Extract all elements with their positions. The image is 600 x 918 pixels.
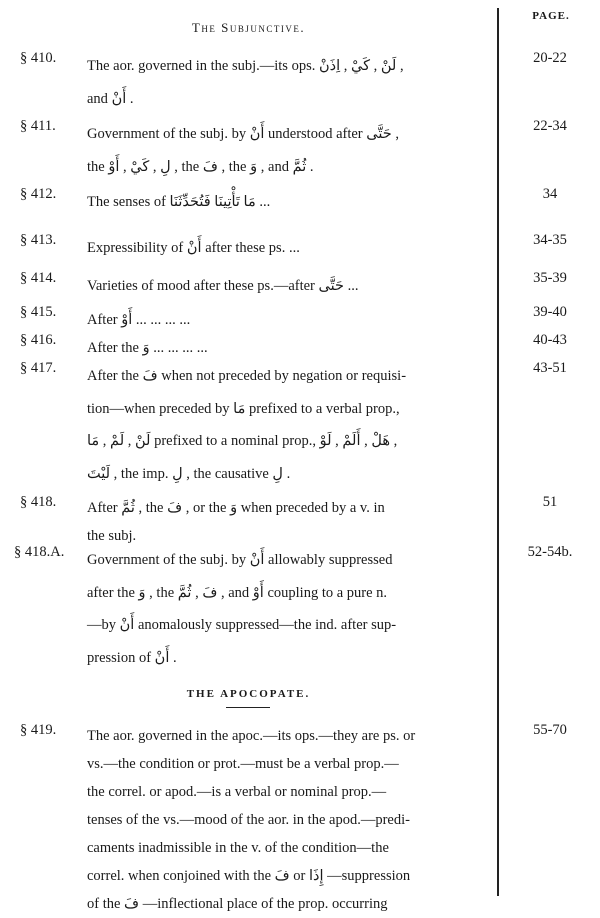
entry-text — [87, 722, 492, 918]
entry-number: § 410. — [20, 50, 57, 66]
entry-line: Government of the subj. by أَنْ allowably suppressed — [87, 552, 393, 568]
title-rule — [226, 707, 270, 708]
entry-line: and أَنْ . — [87, 90, 134, 107]
entry-line: of the فَ —inflectional place of the prop. occurring — [87, 896, 388, 912]
entry-line: the correl. or apod.—is a verbal or nominal prop.— — [87, 784, 387, 800]
entry-line: After the وَ ... ... ... ... — [87, 340, 208, 356]
entry-page: 34-35 — [533, 232, 567, 248]
entry-line: Expressibility of أَنْ after these ps. ... — [87, 240, 300, 256]
entry-line: The aor. governed in the subj.—its ops. لَنْ , كَيْ , اِذَنْ , — [87, 58, 404, 74]
entry-number: § 416. — [20, 332, 57, 348]
entry-page: 39-40 — [533, 304, 567, 320]
entry-text — [87, 118, 492, 183]
entry-text — [87, 270, 492, 303]
entry-text — [87, 360, 492, 490]
section-title: THE APOCOPATE. — [186, 688, 311, 700]
entry-line: tenses of the vs.—mood of the aor. in the apod.—predi- — [87, 812, 410, 828]
entry-text — [87, 494, 492, 550]
entry-number: § 419. — [20, 722, 57, 738]
entry-line: correl. when conjoined with the فَ or إِذَا —suppression — [87, 868, 411, 884]
entry-number: § 417. — [20, 360, 57, 376]
entry-number: § 418.A. — [14, 544, 65, 560]
entry-page: 20-22 — [533, 50, 567, 66]
entry-text — [87, 50, 492, 115]
entry-line: caments inadmissible in the v. of the condition—the — [87, 840, 389, 856]
entry-line: the لِ , كَيْ , أَوْ , the فَ , the وَ , and ثُمَّ . — [87, 158, 314, 175]
entry-page: 40-43 — [533, 332, 567, 348]
entry-line: tion—when preceded by مَا prefixed to a verbal prop., — [87, 400, 400, 417]
entry-number: § 418. — [20, 494, 57, 510]
page-column-label: PAGE. — [532, 10, 570, 22]
entry-text — [87, 186, 492, 219]
entry-number: § 414. — [20, 270, 57, 286]
entry-number: § 411. — [20, 118, 56, 134]
entry-line: After ثُمَّ , the فَ , or the وَ when preceded by a v. in — [87, 500, 385, 516]
entry-text — [87, 544, 492, 674]
entry-page: 35-39 — [533, 270, 567, 286]
entry-line: After the فَ when not preceded by negation or requisi- — [87, 368, 407, 384]
entry-number: § 412. — [20, 186, 57, 202]
entry-line: vs.—the condition or prot.—must be a verbal prop.— — [87, 756, 399, 772]
entry-number: § 413. — [20, 232, 57, 248]
entry-page: 51 — [542, 494, 558, 510]
column-divider — [497, 8, 499, 896]
entry-page: 34 — [542, 186, 558, 202]
entry-page: 43-51 — [533, 360, 567, 376]
entry-line: After أَوْ ... ... ... ... — [87, 312, 191, 328]
entry-page: 52-54b. — [527, 544, 573, 560]
entry-line: The senses of مَا تَأْتِينَا فَتُحَدِّثَنَا ... — [87, 194, 271, 210]
entry-line: لَيْتَ , the imp. لِ , the causative لِ . — [87, 465, 291, 482]
entry-line: after the وَ , the فَ , ثُمَّ , and أَوْ coupling to a pure n. — [87, 584, 388, 601]
entry-page: 22-34 — [533, 118, 567, 134]
entry-line: the subj. — [87, 528, 137, 544]
entry-line: Varieties of mood after these ps.—after حَتَّى ... — [87, 278, 359, 294]
entry-line: pression of أَنْ . — [87, 649, 177, 666]
section-title: The Subjunctive. — [191, 20, 306, 35]
entry-text — [87, 232, 492, 265]
entry-line: —by أَنْ anomalously suppressed—the ind. after sup- — [87, 617, 397, 633]
entry-line: Government of the subj. by أَنْ understood after حَتَّى , — [87, 126, 399, 142]
entry-page: 55-70 — [533, 722, 567, 738]
entry-number: § 415. — [20, 304, 57, 320]
entry-line: لَنْ , لَمْ , مَا prefixed to a nominal prop., هَلْ , أَلَمْ , لَوْ , — [87, 433, 398, 449]
entry-line: The aor. governed in the apoc.—its ops.—they are ps. or — [87, 728, 416, 744]
